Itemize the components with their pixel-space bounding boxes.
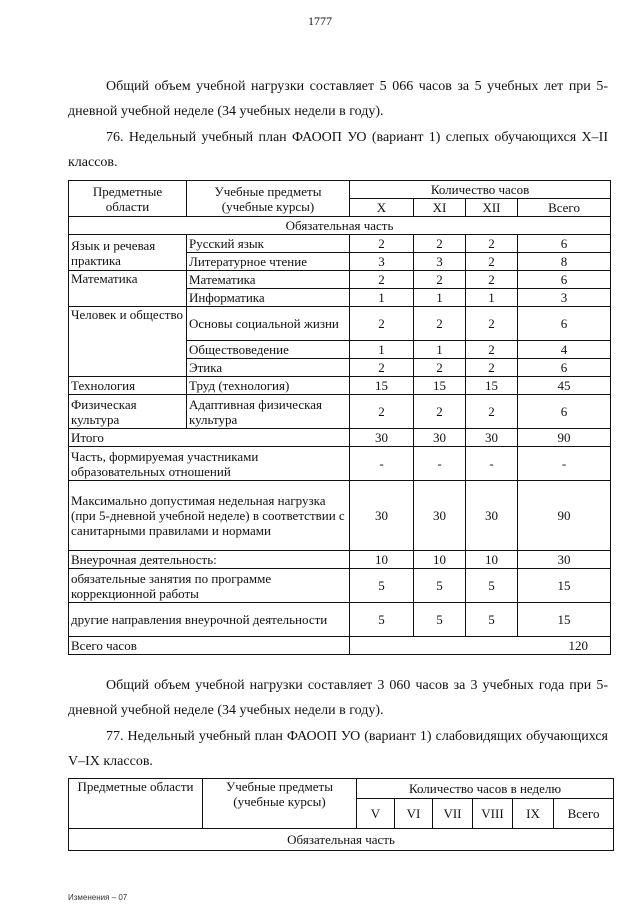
area-cell: Физическая культура (69, 395, 187, 429)
value-cell: 2 (414, 395, 466, 429)
total-label: Итого (69, 429, 350, 447)
subject-cell: Математика (187, 271, 350, 289)
value-cell: 90 (518, 429, 611, 447)
value-cell: 15 (350, 377, 414, 395)
header-col-xii: XII (466, 199, 518, 217)
paragraph-total-load-2: Общий объем учебной нагрузки составляет 3 060 часов за 3 учебных года при 5-дневной учебной неделе (34 учебных недели в году). (68, 678, 608, 718)
value-cell: - (414, 447, 466, 481)
max-load-label: Максимально допустимая недельная нагрузка (при 5-дневной учебной неделе) в соответствии с санитарными правилами и нормами (69, 481, 350, 551)
area-cell: Технология (69, 377, 187, 395)
value-cell: 6 (518, 271, 611, 289)
subject-cell: Информатика (187, 289, 350, 307)
value-cell: - (466, 447, 518, 481)
curriculum-table-76 (68, 180, 611, 655)
header-hours-per-week: Количество часов в неделю (357, 779, 614, 799)
value-cell: 2 (350, 271, 414, 289)
extracurricular-row (69, 551, 611, 569)
value-cell: 6 (518, 359, 611, 377)
value-cell: 6 (518, 395, 611, 429)
subject-cell: Русский язык (187, 235, 350, 253)
mandatory-part-label: Обязательная часть (69, 829, 614, 851)
area-cell: Математика (69, 271, 187, 307)
value-cell: 2 (350, 307, 414, 341)
value-cell: - (518, 447, 611, 481)
value-cell: 45 (518, 377, 611, 395)
value-cell: 5 (466, 603, 518, 637)
header-col-xi: XI (414, 199, 466, 217)
header-subjects: Учебные предметы (учебные курсы) (203, 779, 357, 829)
value-cell: 30 (414, 429, 466, 447)
value-cell: 2 (414, 359, 466, 377)
paragraph-total-load-1: Общий объем учебной нагрузки составляет 5 066 часов за 5 учебных лет при 5-дневной учебной неделе (34 учебных недели в году). (68, 79, 608, 119)
page-number: 1777 (308, 14, 332, 28)
correctional-label: обязательные занятия по программе коррекционной работы (69, 569, 350, 603)
table-row (69, 395, 611, 429)
value-cell: 30 (414, 481, 466, 551)
curriculum-table-77 (68, 778, 614, 851)
value-cell: 2 (466, 253, 518, 271)
value-cell: 15 (518, 603, 611, 637)
value-cell: 30 (466, 429, 518, 447)
value-cell: 1 (350, 341, 414, 359)
value-cell: 2 (350, 359, 414, 377)
part-formed-label: Часть, формируемая участниками образовательных отношений (69, 447, 350, 481)
table-row (69, 377, 611, 395)
value-cell: 6 (518, 235, 611, 253)
area-cell: Человек и общество (69, 307, 187, 377)
value-cell: 2 (466, 395, 518, 429)
other-directions-row (69, 603, 611, 637)
value-cell: 30 (466, 481, 518, 551)
mandatory-part-label: Обязательная часть (69, 217, 611, 235)
header-col-vi: VI (395, 799, 433, 829)
value-cell: 4 (518, 341, 611, 359)
value-cell: 30 (518, 551, 611, 569)
value-cell: 15 (466, 377, 518, 395)
subject-cell: Труд (технология) (187, 377, 350, 395)
total-hours-row (69, 637, 611, 655)
subject-cell: Основы социальной жизни (187, 307, 350, 341)
value-cell: 1 (466, 289, 518, 307)
value-cell: 5 (414, 603, 466, 637)
subject-cell: Адаптивная физическая культура (187, 395, 350, 429)
footer-note: Изменения – 07 (68, 893, 128, 902)
max-load-row (69, 481, 611, 551)
value-cell: 90 (518, 481, 611, 551)
subject-cell: Этика (187, 359, 350, 377)
value-cell: 2 (466, 307, 518, 341)
other-directions-label: другие направления внеурочной деятельности (69, 603, 350, 637)
header-areas: Предметные области (69, 779, 203, 829)
value-cell: 2 (350, 395, 414, 429)
value-cell: 8 (518, 253, 611, 271)
total-row (69, 429, 611, 447)
value-cell: 2 (414, 307, 466, 341)
header-col-x: X (350, 199, 414, 217)
value-cell: 2 (466, 235, 518, 253)
header-col-viii: VIII (473, 799, 513, 829)
value-cell: 10 (466, 551, 518, 569)
value-cell: 3 (350, 253, 414, 271)
value-cell: 5 (350, 569, 414, 603)
value-cell: 15 (518, 569, 611, 603)
subject-cell: Обществоведение (187, 341, 350, 359)
value-cell: 5 (350, 603, 414, 637)
value-cell: 2 (414, 271, 466, 289)
value-cell: 6 (518, 307, 611, 341)
table-row (69, 307, 611, 341)
value-cell: 5 (466, 569, 518, 603)
extracurricular-label: Внеурочная деятельность: (69, 551, 350, 569)
paragraph-plan-76: 76. Недельный учебный план ФАООП УО (вариант 1) слепых обучающихся X–II классов. (68, 130, 608, 170)
value-cell: 10 (350, 551, 414, 569)
total-hours-value: 120 (350, 637, 611, 655)
header-subjects: Учебные предметы (учебные курсы) (187, 181, 350, 217)
subject-cell: Литературное чтение (187, 253, 350, 271)
total-hours-label: Всего часов (69, 637, 350, 655)
value-cell: 2 (350, 235, 414, 253)
table-row (69, 271, 611, 289)
value-cell: 2 (414, 235, 466, 253)
value-cell: 1 (414, 341, 466, 359)
paragraph-plan-77: 77. Недельный учебный план ФАООП УО (вариант 1) слабовидящих обучающихся V–IX классов. (68, 729, 608, 769)
table-row (69, 235, 611, 253)
part-formed-row (69, 447, 611, 481)
value-cell: 3 (414, 253, 466, 271)
header-col-ix: IX (513, 799, 554, 829)
header-col-total: Всего (554, 799, 614, 829)
value-cell: 1 (350, 289, 414, 307)
value-cell: 10 (414, 551, 466, 569)
value-cell: 30 (350, 429, 414, 447)
value-cell: 2 (466, 271, 518, 289)
value-cell: 3 (518, 289, 611, 307)
value-cell: 5 (414, 569, 466, 603)
header-areas: Предметные области (69, 181, 187, 217)
header-col-vii: VII (433, 799, 473, 829)
area-cell: Язык и речевая практика (69, 235, 187, 271)
value-cell: 30 (350, 481, 414, 551)
value-cell: 1 (414, 289, 466, 307)
value-cell: 2 (466, 359, 518, 377)
value-cell: 2 (466, 341, 518, 359)
correctional-row (69, 569, 611, 603)
header-hours: Количество часов (350, 181, 611, 199)
value-cell: - (350, 447, 414, 481)
header-col-v: V (357, 799, 395, 829)
value-cell: 15 (414, 377, 466, 395)
header-col-total: Всего (518, 199, 611, 217)
